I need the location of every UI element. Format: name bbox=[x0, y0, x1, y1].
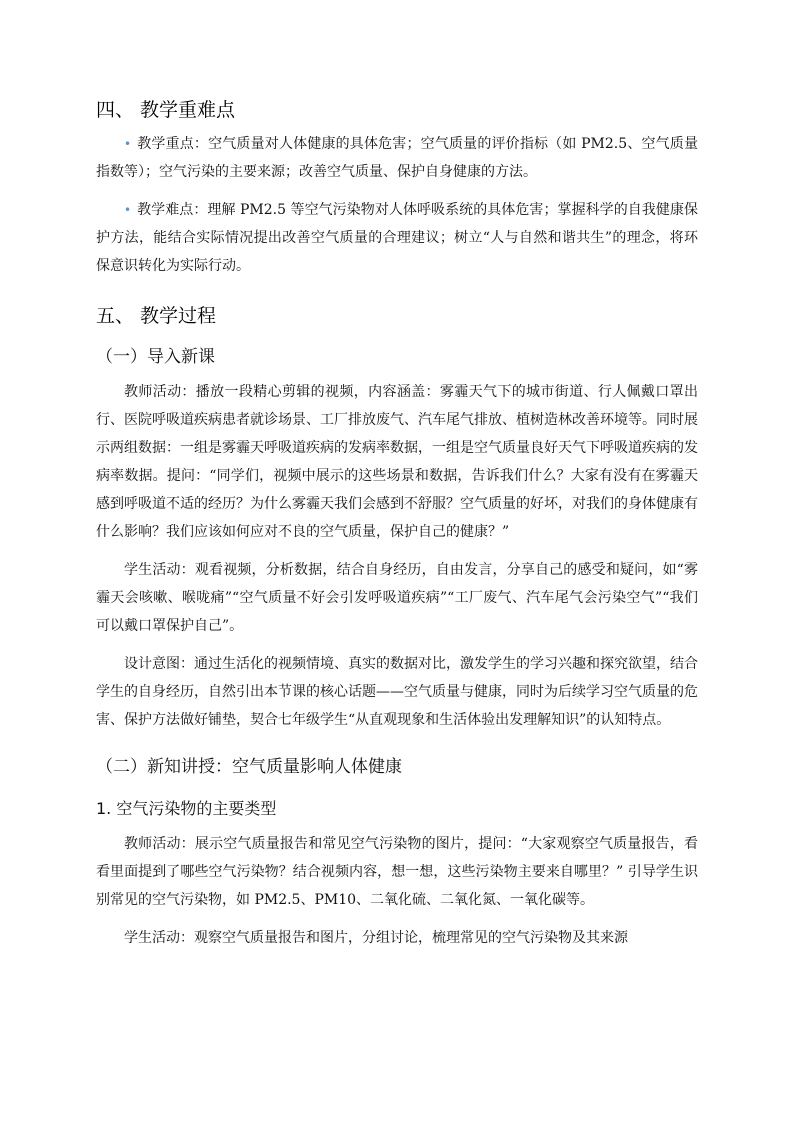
student-activity-paragraph: 学生活动：观察空气质量报告和图片，分组讨论，梳理常见的空气污染物及其来源 bbox=[124, 930, 628, 946]
section-5-heading: 五、 教学过程 bbox=[96, 305, 217, 327]
bullet-icon: • bbox=[124, 203, 132, 217]
section-4-heading: 四、 教学重难点 bbox=[96, 99, 236, 121]
design-intent-paragraph: 设计意图：通过生活化的视频情境、真实的数据对比，激发学生的学习兴趣和探究欲望，结合学生的自身经历，自然引出本节课的核心话题——空气质量与健康，同时为后续学习空气质量的危害、保护方法做好铺垫，契合七年级学生“从直观现象和生活体验出发理解知识”的认知特点。 bbox=[96, 656, 698, 728]
subsection-intro-heading: （一）导入新课 bbox=[96, 347, 215, 367]
key-points-text: 教学重点：空气质量对人体健康的具体危害；空气质量的评价指标（如 PM2.5、空气质量指数等）；空气污染的主要来源；改善空气质量、保护自身健康的方法。 bbox=[96, 136, 698, 180]
teacher-activity-paragraph: 教师活动：播放一段精心剪辑的视频，内容涵盖：雾霾天气下的城市街道、行人佩戴口罩出行、医院呼吸道疾病患者就诊场景、工厂排放废气、汽车尾气排放、植树造林改善环境等。同时展示两组数据：一组是雾霾天呼吸道疾病的发病率数据，一组是空气质量良好天气下呼吸道疾病的发病率数据。提问：“同学们，视频中展示的这些场景和数据，告诉我们什么？大家有没有在雾霾天感到呼吸道不适的经历？为什么雾霾天我们会感到不舒服？空气质量的好坏，对我们的身体健康有什么影响？我们应该如何应对不良的空气质量，保护自己的健康？” bbox=[96, 384, 698, 540]
difficult-points-paragraph bbox=[96, 196, 698, 280]
teacher-activity-paragraph: 教师活动：展示空气质量报告和常见空气污染物的图片，提问：“大家观察空气质量报告，看看里面提到了哪些空气污染物？结合视频内容，想一想，这些污染物主要来自哪里？” 引导学生识别常见的空气污染物，如 PM2.5、PM10、二氧化硫、二氧化氮、一氧化碳等。 bbox=[96, 836, 698, 908]
student-activity-paragraph: 学生活动：观看视频，分析数据，结合自身经历，自由发言，分享自己的感受和疑问，如“雾霾天会咳嗽、喉咙痛”“空气质量不好会引发呼吸道疾病”“工厂废气、汽车尾气会污染空气”“我们可以戴口罩保护自己”。 bbox=[96, 562, 698, 634]
difficult-points-text: 教学难点：理解 PM2.5 等空气污染物对人体呼吸系统的具体危害；掌握科学的自我健康保护方法，能结合实际情况提出改善空气质量的合理建议；树立“人与自然和谐共生”的理念，将环保意识转化为实际行动。 bbox=[96, 202, 698, 274]
subsection-new-knowledge-heading: （二）新知讲授：空气质量影响人体健康 bbox=[96, 757, 402, 777]
key-points-paragraph bbox=[96, 130, 698, 186]
document-content bbox=[96, 96, 698, 952]
bullet-icon: • bbox=[124, 137, 132, 151]
item-pollutant-types-heading: 1. 空气污染物的主要类型 bbox=[96, 799, 277, 818]
